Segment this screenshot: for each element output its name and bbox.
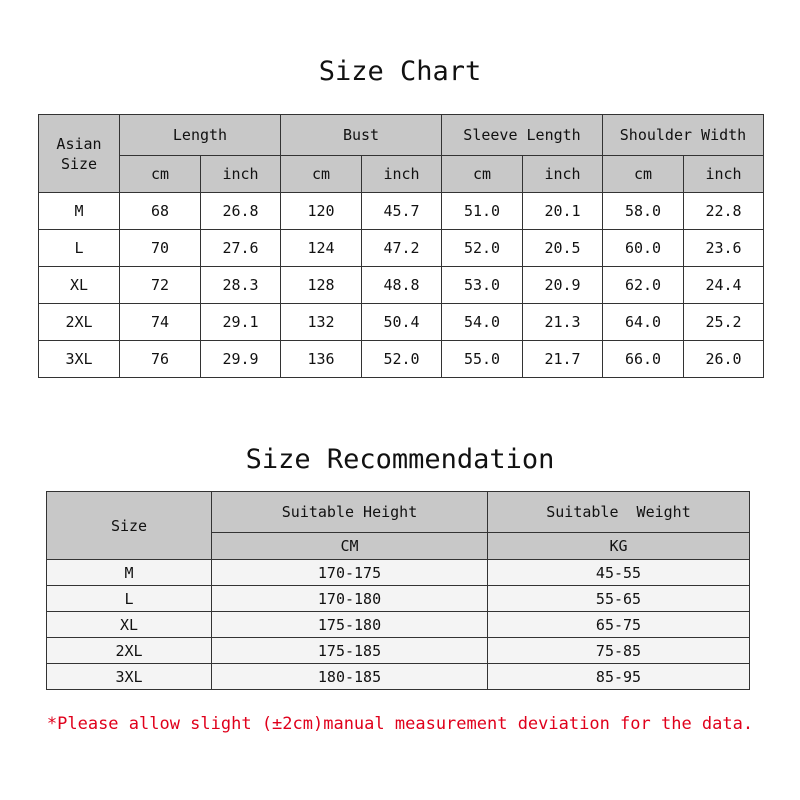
unit-header: cm <box>120 156 201 193</box>
size-recommendation-title: Size Recommendation <box>245 444 555 475</box>
sleeve-length-header: Sleeve Length <box>442 115 603 156</box>
height-unit-header: CM <box>212 533 488 560</box>
size-cell: 2XL <box>39 304 120 341</box>
value-cell: 24.4 <box>684 267 764 304</box>
weight-cell: 45-55 <box>488 560 750 586</box>
suitable-height-header: Suitable Height <box>212 492 488 533</box>
table-row <box>39 267 764 304</box>
value-cell: 128 <box>281 267 362 304</box>
value-cell: 74 <box>120 304 201 341</box>
value-cell: 29.9 <box>201 341 281 378</box>
value-cell: 60.0 <box>603 230 684 267</box>
table-row <box>47 612 750 638</box>
size-recommendation-table <box>46 491 750 690</box>
value-cell: 120 <box>281 193 362 230</box>
value-cell: 66.0 <box>603 341 684 378</box>
value-cell: 20.9 <box>523 267 603 304</box>
value-cell: 52.0 <box>362 341 442 378</box>
value-cell: 47.2 <box>362 230 442 267</box>
value-cell: 27.6 <box>201 230 281 267</box>
weight-unit-header: KG <box>488 533 750 560</box>
table-row <box>47 560 750 586</box>
value-cell: 22.8 <box>684 193 764 230</box>
value-cell: 64.0 <box>603 304 684 341</box>
value-cell: 68 <box>120 193 201 230</box>
value-cell: 20.5 <box>523 230 603 267</box>
value-cell: 21.7 <box>523 341 603 378</box>
table-row <box>39 304 764 341</box>
value-cell: 132 <box>281 304 362 341</box>
size-cell: XL <box>39 267 120 304</box>
unit-header: cm <box>281 156 362 193</box>
value-cell: 25.2 <box>684 304 764 341</box>
table-row <box>47 586 750 612</box>
height-cell: 180-185 <box>212 664 488 690</box>
size-header: Size <box>47 492 212 560</box>
value-cell: 50.4 <box>362 304 442 341</box>
unit-header: cm <box>603 156 684 193</box>
value-cell: 55.0 <box>442 341 523 378</box>
size-cell: M <box>39 193 120 230</box>
unit-header: inch <box>201 156 281 193</box>
size-cell: 3XL <box>47 664 212 690</box>
table-row <box>39 341 764 378</box>
value-cell: 124 <box>281 230 362 267</box>
value-cell: 28.3 <box>201 267 281 304</box>
value-cell: 26.8 <box>201 193 281 230</box>
weight-cell: 65-75 <box>488 612 750 638</box>
weight-cell: 85-95 <box>488 664 750 690</box>
unit-header: inch <box>684 156 764 193</box>
value-cell: 45.7 <box>362 193 442 230</box>
value-cell: 48.8 <box>362 267 442 304</box>
value-cell: 20.1 <box>523 193 603 230</box>
measurement-deviation-note: *Please allow slight (±2cm)manual measurement deviation for the data. <box>46 714 754 734</box>
size-cell: L <box>47 586 212 612</box>
value-cell: 62.0 <box>603 267 684 304</box>
size-cell: XL <box>47 612 212 638</box>
size-cell: 3XL <box>39 341 120 378</box>
table-row <box>47 638 750 664</box>
value-cell: 72 <box>120 267 201 304</box>
asian-size-header: Asian Size <box>39 115 120 193</box>
unit-header: cm <box>442 156 523 193</box>
weight-cell: 55-65 <box>488 586 750 612</box>
height-cell: 175-180 <box>212 612 488 638</box>
height-cell: 175-185 <box>212 638 488 664</box>
table-row <box>39 193 764 230</box>
value-cell: 21.3 <box>523 304 603 341</box>
value-cell: 58.0 <box>603 193 684 230</box>
unit-header: inch <box>523 156 603 193</box>
size-chart-title: Size Chart <box>318 56 482 87</box>
value-cell: 54.0 <box>442 304 523 341</box>
value-cell: 70 <box>120 230 201 267</box>
size-cell: 2XL <box>47 638 212 664</box>
height-cell: 170-175 <box>212 560 488 586</box>
value-cell: 76 <box>120 341 201 378</box>
size-cell: L <box>39 230 120 267</box>
weight-cell: 75-85 <box>488 638 750 664</box>
suitable-weight-header: Suitable Weight <box>488 492 750 533</box>
length-header: Length <box>120 115 281 156</box>
value-cell: 53.0 <box>442 267 523 304</box>
size-cell: M <box>47 560 212 586</box>
bust-header: Bust <box>281 115 442 156</box>
table-row <box>47 664 750 690</box>
table-row <box>39 230 764 267</box>
value-cell: 52.0 <box>442 230 523 267</box>
value-cell: 29.1 <box>201 304 281 341</box>
unit-header: inch <box>362 156 442 193</box>
height-cell: 170-180 <box>212 586 488 612</box>
value-cell: 26.0 <box>684 341 764 378</box>
size-chart-table <box>38 114 764 378</box>
value-cell: 23.6 <box>684 230 764 267</box>
value-cell: 136 <box>281 341 362 378</box>
shoulder-width-header: Shoulder Width <box>603 115 764 156</box>
value-cell: 51.0 <box>442 193 523 230</box>
